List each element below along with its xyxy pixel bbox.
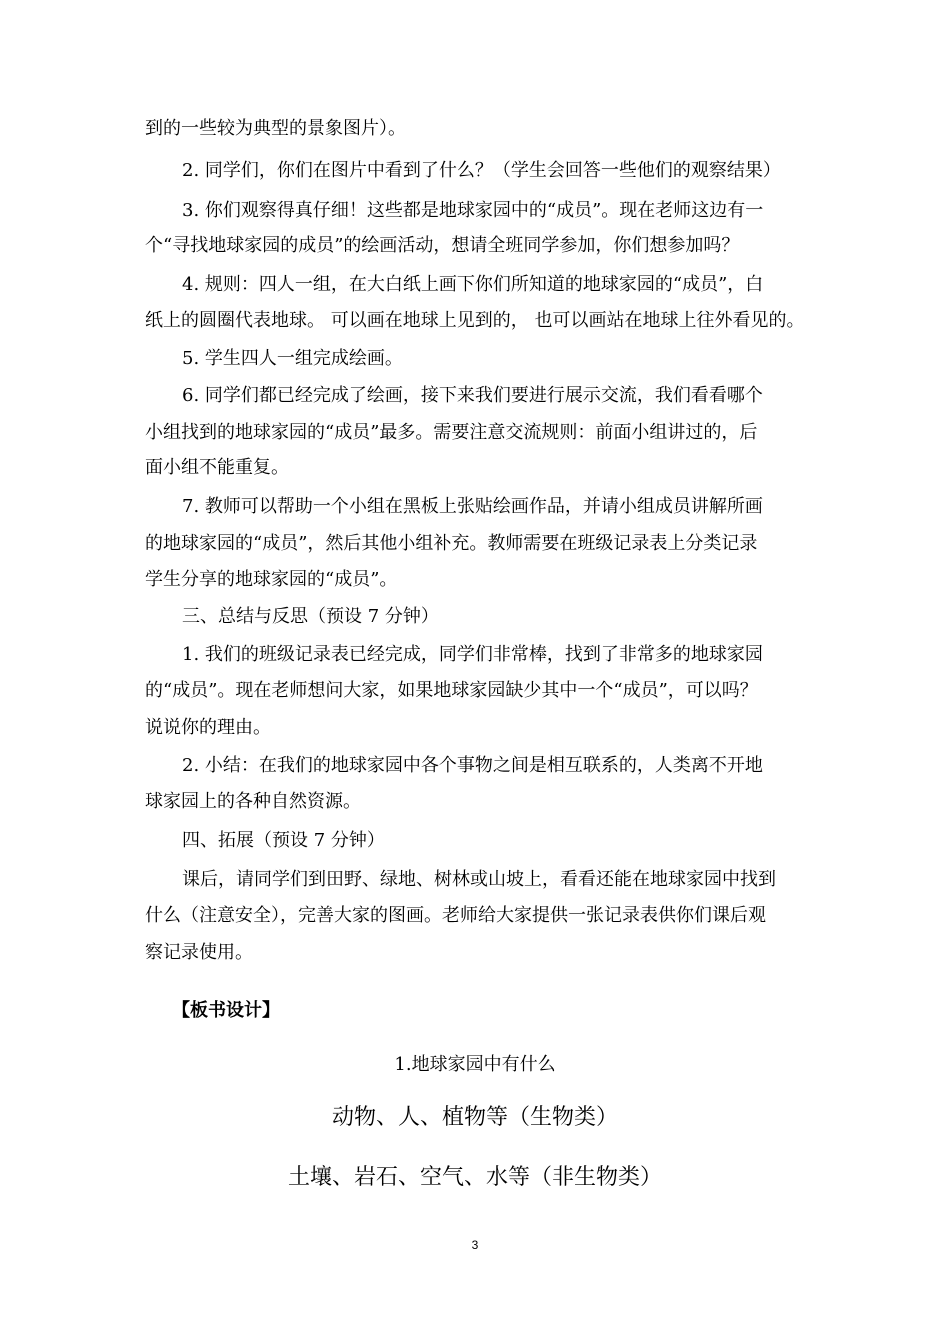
text-line: 3. 你们观察得真仔细！这些都是地球家园中的“成员”。现在老师这边有一 (182, 200, 764, 221)
text-line: 察记录使用。 (145, 942, 253, 963)
board-design-heading: 【板书设计】 (172, 1000, 280, 1021)
text-line: 纸上的圆圈代表地球。 可以画在地球上见到的， 也可以画站在地球上往外看见的。 (145, 310, 805, 331)
text-line: 到的一些较为典型的景象图片）。 (145, 118, 406, 139)
text-line: 学生分享的地球家园的“成员”。 (145, 569, 398, 590)
section-heading: 三、总结与反思（预设 7 分钟） (182, 606, 439, 627)
text-line: 4. 规则：四人一组，在大白纸上画下你们所知道的地球家园的“成员”，白 (182, 274, 764, 295)
text-line: 球家园上的各种自然资源。 (145, 791, 361, 812)
text-line: 什么（注意安全），完善大家的图画。老师给大家提供一张记录表供你们课后观 (145, 905, 766, 926)
board-item-living: 动物、人、植物等（生物类） (331, 1105, 618, 1130)
text-line: 的“成员”。现在老师想问大家，如果地球家园缺少其中一个“成员”，可以吗？ (145, 680, 758, 701)
text-line: 2. 同学们，你们在图片中看到了什么？（学生会回答一些他们的观察结果） (182, 160, 781, 181)
text-line: 7. 教师可以帮助一个小组在黑板上张贴绘画作品，并请小组成员讲解所画 (182, 496, 763, 517)
text-line: 说说你的理由。 (145, 717, 271, 738)
board-title: 1.地球家园中有什么 (394, 1054, 556, 1075)
text-line: 1. 我们的班级记录表已经完成，同学们非常棒，找到了非常多的地球家园 (182, 644, 763, 665)
board-item-nonliving: 土壤、岩石、空气、水等（非生物类） (287, 1165, 662, 1190)
text-line: 的地球家园的“成员”，然后其他小组补充。教师需要在班级记录表上分类记录 (145, 533, 758, 554)
section-heading: 四、拓展（预设 7 分钟） (182, 830, 385, 851)
text-line: 面小组不能重复。 (145, 457, 289, 478)
text-line: 6. 同学们都已经完成了绘画，接下来我们要进行展示交流，我们看看哪个 (182, 385, 763, 406)
text-line: 小组找到的地球家园的“成员”最多。需要注意交流规则：前面小组讲过的，后 (145, 422, 758, 443)
text-line: 2. 小结：在我们的地球家园中各个事物之间是相互联系的，人类离不开地 (182, 755, 763, 776)
text-line: 课后，请同学们到田野、绿地、树林或山坡上，看看还能在地球家园中找到 (182, 869, 776, 890)
text-line: 个“寻找地球家园的成员”的绘画活动，想请全班同学参加，你们想参加吗？ (145, 235, 740, 256)
page-number: 3 (471, 1238, 479, 1252)
text-line: 5. 学生四人一组完成绘画。 (182, 348, 403, 369)
